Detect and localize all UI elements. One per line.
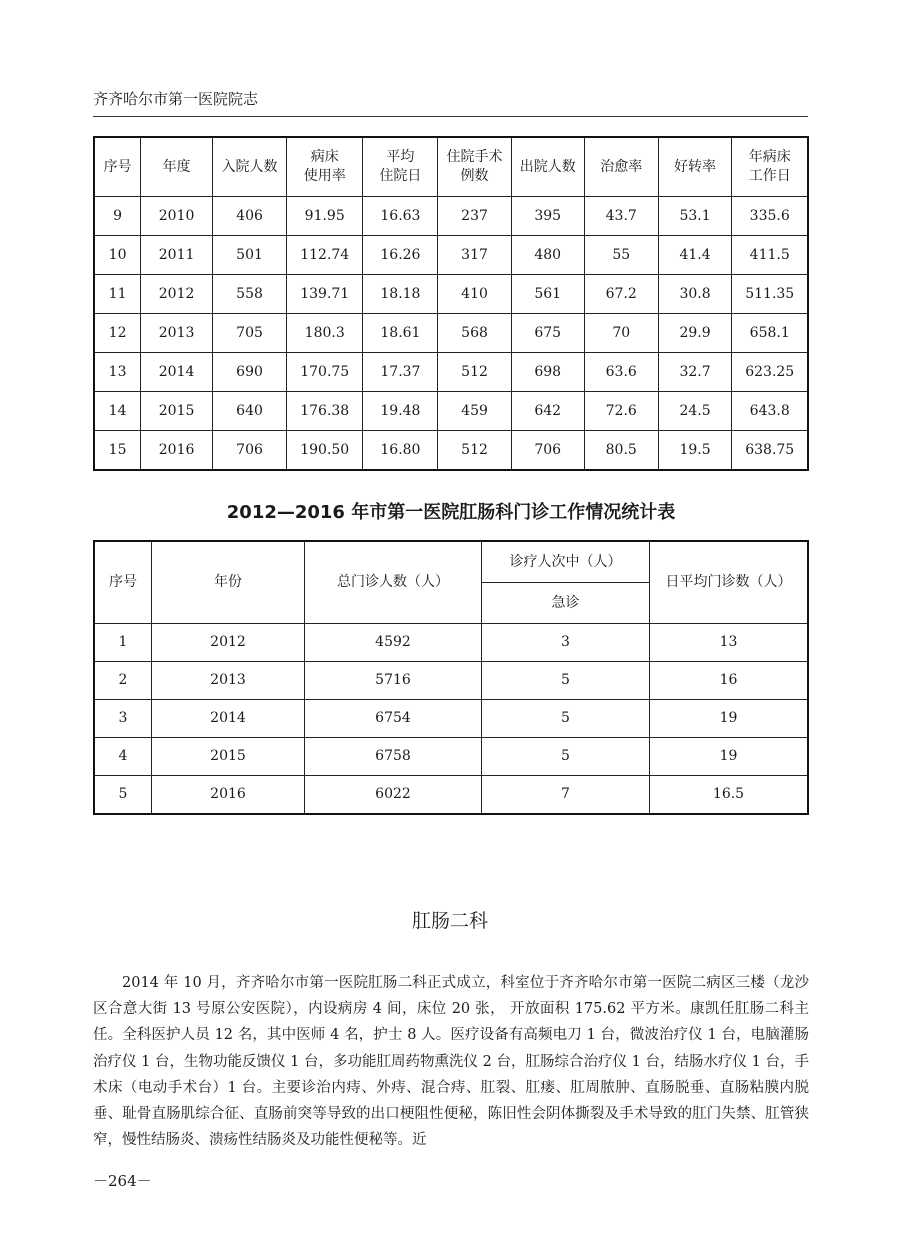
table-cell: 72.6 (584, 392, 658, 431)
table-cell: 558 (213, 275, 287, 314)
table-cell: 5 (482, 700, 650, 738)
table-cell: 5 (482, 738, 650, 776)
table-cell: 18.18 (363, 275, 438, 314)
table-cell: 623.25 (732, 353, 808, 392)
table-cell: 16.80 (363, 431, 438, 471)
table-row (94, 197, 808, 236)
col-header: 病床 使用率 (287, 137, 363, 197)
table-cell: 2013 (152, 662, 305, 700)
table-cell: 7 (482, 776, 650, 815)
table-cell: 335.6 (732, 197, 808, 236)
table-cell: 658.1 (732, 314, 808, 353)
table-header-row (94, 137, 808, 197)
col-header: 出院人数 (511, 137, 584, 197)
table-cell: 170.75 (287, 353, 363, 392)
table-cell: 17.37 (363, 353, 438, 392)
table-cell: 19.48 (363, 392, 438, 431)
table-cell: 19 (650, 738, 809, 776)
table-cell: 2016 (152, 776, 305, 815)
inpatient-stats-table (93, 136, 809, 471)
table-cell: 6754 (305, 700, 482, 738)
table-cell: 70 (584, 314, 658, 353)
table-cell: 501 (213, 236, 287, 275)
table-cell: 29.9 (658, 314, 732, 353)
table-cell: 16 (650, 662, 809, 700)
col-header-index: 序号 (94, 541, 152, 624)
section-title: 肛肠二科 (411, 910, 488, 932)
table-row (94, 353, 808, 392)
col-header-group: 诊疗人次中（人） (482, 541, 650, 583)
outpatient-stats-table (93, 540, 809, 815)
table-cell: 6758 (305, 738, 482, 776)
table-title: 2012—2016 年市第一医院肛肠科门诊工作情况统计表 (226, 502, 676, 523)
table-cell: 18.61 (363, 314, 438, 353)
table-cell: 80.5 (584, 431, 658, 471)
col-header: 住院手术 例数 (438, 137, 511, 197)
table-cell: 4 (94, 738, 152, 776)
col-header: 年度 (141, 137, 213, 197)
col-header: 序号 (94, 137, 141, 197)
table-cell: 6022 (305, 776, 482, 815)
table-cell: 19.5 (658, 431, 732, 471)
table-row (94, 392, 808, 431)
table-cell: 2010 (141, 197, 213, 236)
table-cell: 2014 (152, 700, 305, 738)
table-cell: 13 (94, 353, 141, 392)
table-cell: 640 (213, 392, 287, 431)
table-cell: 30.8 (658, 275, 732, 314)
col-header: 入院人数 (213, 137, 287, 197)
table-cell: 2 (94, 662, 152, 700)
table-cell: 55 (584, 236, 658, 275)
col-header-total: 总门诊人数（人） (305, 541, 482, 624)
table-cell: 2014 (141, 353, 213, 392)
table-row (94, 776, 808, 815)
table-cell: 5716 (305, 662, 482, 700)
table-cell: 15 (94, 431, 141, 471)
table-cell: 3 (94, 700, 152, 738)
table-cell: 480 (511, 236, 584, 275)
table-cell: 643.8 (732, 392, 808, 431)
table-cell: 16.26 (363, 236, 438, 275)
table-cell: 2013 (141, 314, 213, 353)
col-header-year: 年份 (152, 541, 305, 624)
table-row (94, 314, 808, 353)
table-cell: 63.6 (584, 353, 658, 392)
table-row (94, 624, 808, 662)
table-cell: 705 (213, 314, 287, 353)
table-cell: 459 (438, 392, 511, 431)
table-cell: 190.50 (287, 431, 363, 471)
table-row (94, 738, 808, 776)
table-cell: 11 (94, 275, 141, 314)
running-header: 齐齐哈尔市第一医院院志 (93, 90, 259, 108)
table-cell: 2012 (141, 275, 213, 314)
table-cell: 642 (511, 392, 584, 431)
table-cell: 698 (511, 353, 584, 392)
table-cell: 512 (438, 353, 511, 392)
table-cell: 4592 (305, 624, 482, 662)
table-cell: 12 (94, 314, 141, 353)
table-cell: 317 (438, 236, 511, 275)
table-cell: 2015 (152, 738, 305, 776)
table-cell: 176.38 (287, 392, 363, 431)
table-cell: 24.5 (658, 392, 732, 431)
body-paragraph: 2014 年 10 月，齐齐哈尔市第一医院肛肠二科正式成立，科室位于齐齐哈尔市第一医院二病区三楼（龙沙区合意大街 13 号原公安医院），内设病房 4 间，床位 20 张， 开放面积 175.62 平方米。康凯任肛肠二科主任。全科医护人员 12 名，其中医师 4 名，护士 8 人。医疗设备有高频电刀 1 台，微波治疗仪 1 台，电脑灌肠治疗仪 1 台，生物功能反馈仪 1 台，多功能肛周药物熏洗仪 2 台，肛肠综合治疗仪 1 台，结肠水疗仪 1 台，手术床（电动手术台）1 台。主要诊治内痔、外痔、混合痔、肛裂、肛瘘、肛周脓肿、直肠脱垂、直肠粘膜内脱垂、耻骨直肠肌综合征、直肠前突等导致的出口梗阻性便秘，陈旧性会阴体撕裂及手术导致的肛门失禁、肛管狭窄，慢性结肠炎、溃疡性结肠炎及功能性便秘等。近 (93, 975, 809, 1149)
col-header: 平均 住院日 (363, 137, 438, 197)
table-cell: 10 (94, 236, 141, 275)
table-cell: 395 (511, 197, 584, 236)
table-cell: 139.71 (287, 275, 363, 314)
col-header: 年病床 工作日 (732, 137, 808, 197)
page-number: －264－ (93, 1172, 152, 1190)
table-cell: 13 (650, 624, 809, 662)
table-cell: 53.1 (658, 197, 732, 236)
table-cell: 706 (213, 431, 287, 471)
table-cell: 41.4 (658, 236, 732, 275)
header-rule (93, 116, 808, 117)
table-cell: 690 (213, 353, 287, 392)
table-cell: 568 (438, 314, 511, 353)
table-cell: 14 (94, 392, 141, 431)
table-cell: 32.7 (658, 353, 732, 392)
col-header-daily: 日平均门诊数（人） (650, 541, 809, 624)
table-cell: 16.5 (650, 776, 809, 815)
table-cell: 638.75 (732, 431, 808, 471)
table-cell: 706 (511, 431, 584, 471)
table-cell: 561 (511, 275, 584, 314)
table-row (94, 431, 808, 471)
table-cell: 5 (482, 662, 650, 700)
table-cell: 112.74 (287, 236, 363, 275)
table-cell: 406 (213, 197, 287, 236)
table-cell: 3 (482, 624, 650, 662)
table-row (94, 700, 808, 738)
col-header-emergency: 急诊 (482, 583, 650, 624)
table-cell: 16.63 (363, 197, 438, 236)
table-cell: 237 (438, 197, 511, 236)
table-cell: 2012 (152, 624, 305, 662)
table-cell: 675 (511, 314, 584, 353)
table-cell: 411.5 (732, 236, 808, 275)
table-cell: 5 (94, 776, 152, 815)
table-cell: 91.95 (287, 197, 363, 236)
table-row (94, 236, 808, 275)
table-cell: 2016 (141, 431, 213, 471)
table-cell: 512 (438, 431, 511, 471)
table-cell: 2015 (141, 392, 213, 431)
col-header: 好转率 (658, 137, 732, 197)
table-cell: 67.2 (584, 275, 658, 314)
table-row (94, 662, 808, 700)
table-cell: 9 (94, 197, 141, 236)
table-cell: 19 (650, 700, 809, 738)
table-row (94, 275, 808, 314)
table-cell: 511.35 (732, 275, 808, 314)
table-cell: 410 (438, 275, 511, 314)
col-header: 治愈率 (584, 137, 658, 197)
table-cell: 43.7 (584, 197, 658, 236)
table-cell: 2011 (141, 236, 213, 275)
table-cell: 180.3 (287, 314, 363, 353)
table-cell: 1 (94, 624, 152, 662)
